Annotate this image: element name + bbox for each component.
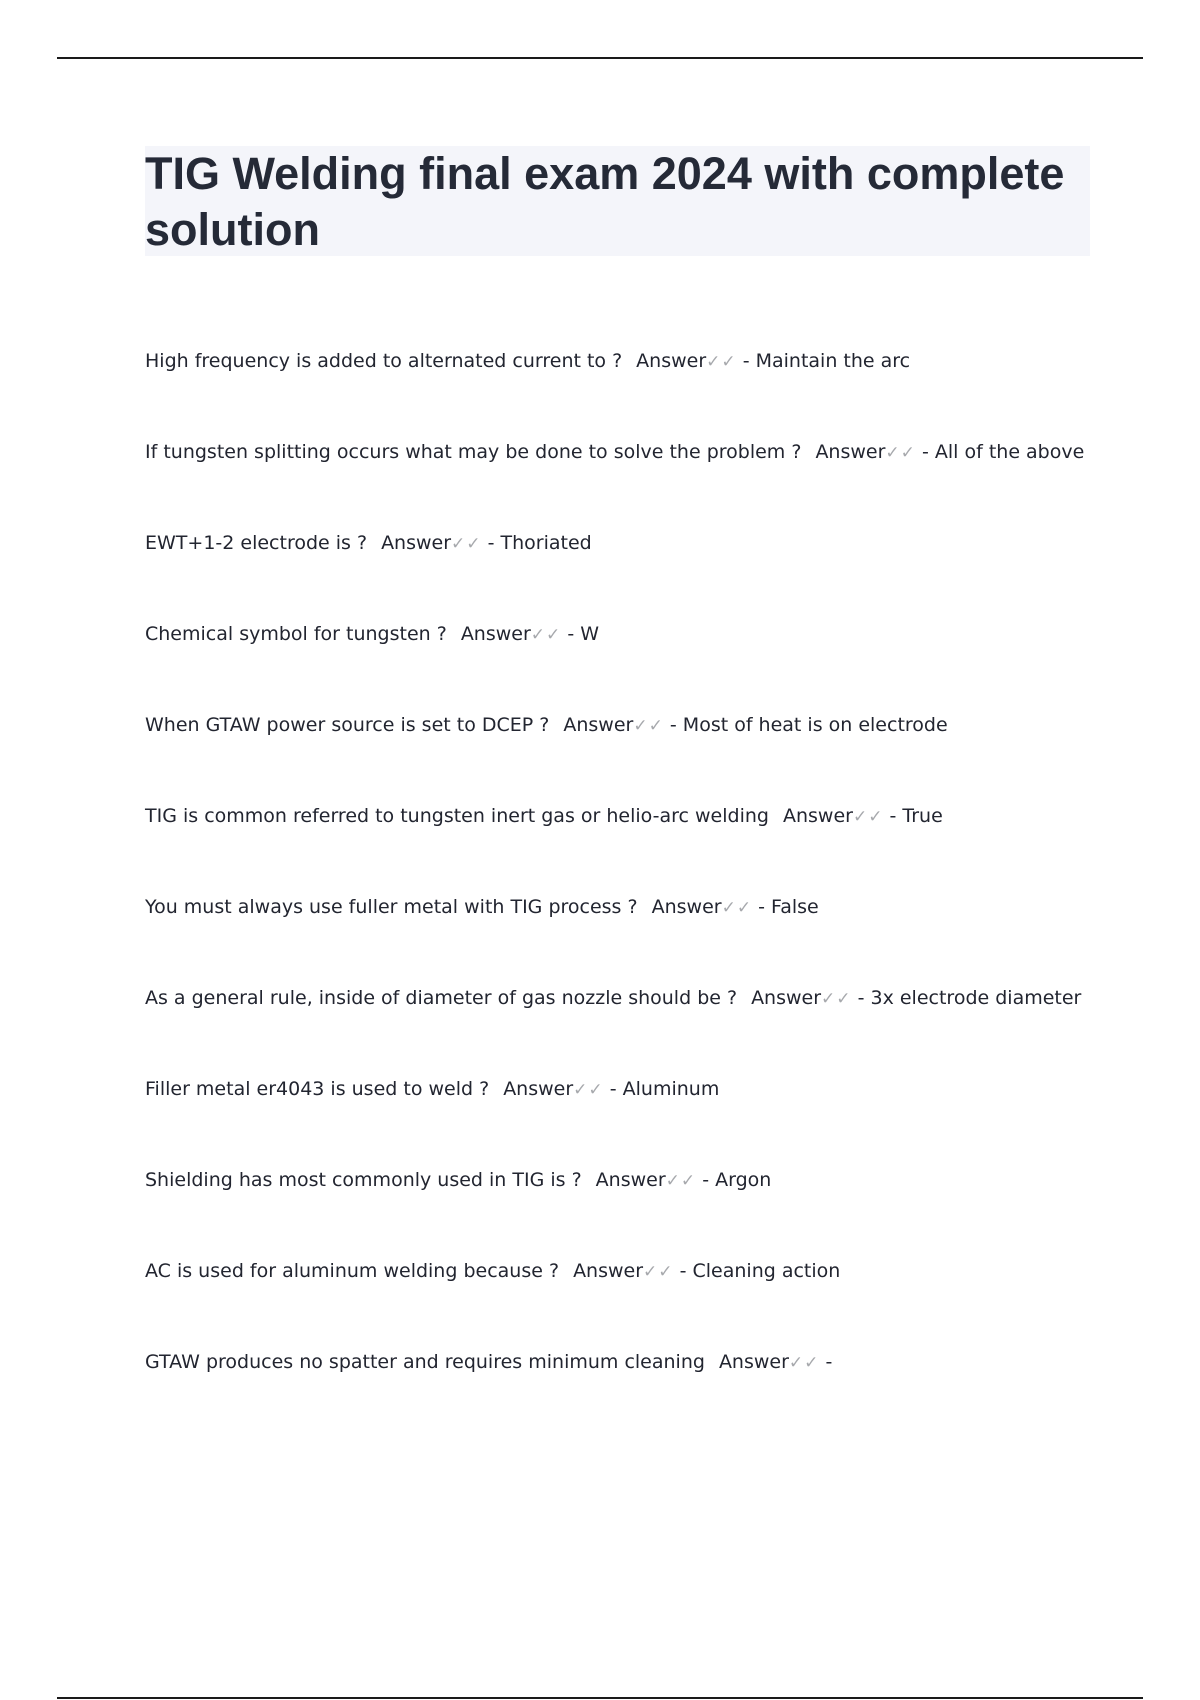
answer-label: Answer bbox=[563, 714, 634, 736]
qa-item bbox=[145, 345, 1105, 436]
question-text: If tungsten splitting occurs what may be done to solve the problem ? bbox=[145, 441, 802, 463]
qa-item bbox=[145, 1073, 1105, 1164]
page-title: TIG Welding final exam 2024 with complete solution bbox=[145, 148, 1065, 255]
answer-separator: - bbox=[679, 1260, 687, 1282]
answer-label: Answer bbox=[636, 350, 707, 372]
check-mark-icon: ✓✓ bbox=[633, 716, 664, 736]
qa-item bbox=[145, 891, 1105, 982]
question-text: As a general rule, inside of diameter of gas nozzle should be ? bbox=[145, 987, 738, 1009]
answer-label: Answer bbox=[573, 1260, 644, 1282]
check-mark-icon: ✓✓ bbox=[573, 1080, 604, 1100]
answer-separator: - bbox=[857, 987, 865, 1009]
question-text: Chemical symbol for tungsten ? bbox=[145, 623, 447, 645]
answer-text: Most of heat is on electrode bbox=[682, 714, 948, 736]
question-text: Shielding has most commonly used in TIG is ? bbox=[145, 1169, 582, 1191]
check-mark-icon: ✓✓ bbox=[852, 807, 884, 827]
check-mark-icon: ✓✓ bbox=[885, 443, 916, 463]
answer-separator: - bbox=[742, 350, 750, 372]
top-divider bbox=[57, 57, 1143, 59]
check-mark-icon: ✓✓ bbox=[665, 1171, 697, 1191]
check-mark-icon: ✓✓ bbox=[821, 989, 852, 1009]
answer-separator: - bbox=[921, 441, 929, 463]
answer-separator: - bbox=[487, 532, 495, 554]
answer-separator: - bbox=[669, 714, 677, 736]
answer-text: Cleaning action bbox=[692, 1260, 841, 1282]
answer-label: Answer bbox=[651, 896, 722, 918]
answer-separator: - bbox=[609, 1078, 617, 1100]
question-text: You must always use fuller metal with TIG process ? bbox=[145, 896, 638, 918]
check-mark-icon: ✓✓ bbox=[451, 534, 482, 554]
answer-label: Answer bbox=[595, 1169, 666, 1191]
qa-item bbox=[145, 982, 1105, 1073]
answer-label: Answer bbox=[503, 1078, 574, 1100]
answer-text: Argon bbox=[715, 1169, 772, 1191]
answer-separator: - bbox=[758, 896, 765, 918]
qa-item bbox=[145, 1164, 1105, 1255]
answer-label: Answer bbox=[815, 441, 886, 463]
title-block bbox=[145, 146, 1090, 256]
check-mark-icon: ✓✓ bbox=[706, 352, 737, 372]
check-mark-icon: ✓✓ bbox=[788, 1353, 820, 1373]
qa-item bbox=[145, 436, 1105, 527]
answer-text: Maintain the arc bbox=[755, 350, 911, 372]
answer-text: False bbox=[771, 896, 819, 918]
bottom-divider bbox=[57, 1697, 1143, 1699]
answer-text: W bbox=[580, 623, 600, 645]
answer-label: Answer bbox=[751, 987, 822, 1009]
answer-text: 3x electrode diameter bbox=[870, 987, 1082, 1009]
answer-separator: - bbox=[567, 623, 575, 645]
qa-item bbox=[145, 800, 1105, 891]
question-text: When GTAW power source is set to DCEP ? bbox=[145, 714, 550, 736]
qa-item bbox=[145, 709, 1105, 800]
qa-item bbox=[145, 1255, 1105, 1346]
check-mark-icon: ✓✓ bbox=[643, 1262, 674, 1282]
answer-label: Answer bbox=[381, 532, 452, 554]
answer-label: Answer bbox=[460, 623, 531, 645]
answer-text: True bbox=[902, 805, 943, 827]
check-mark-icon: ✓✓ bbox=[721, 898, 753, 918]
answer-label: Answer bbox=[718, 1351, 789, 1373]
question-text: GTAW produces no spatter and requires minimum cleaning bbox=[145, 1351, 705, 1373]
answer-separator: - bbox=[825, 1351, 833, 1373]
question-text: High frequency is added to alternated current to ? bbox=[145, 350, 623, 372]
answer-separator: - bbox=[889, 805, 897, 827]
qa-item bbox=[145, 527, 1105, 618]
answer-text: All of the above bbox=[934, 441, 1085, 463]
qa-item bbox=[145, 618, 1105, 709]
answer-text: Aluminum bbox=[622, 1078, 720, 1100]
question-text: EWT+1-2 electrode is ? bbox=[145, 532, 368, 554]
question-text: AC is used for aluminum welding because ? bbox=[145, 1260, 560, 1282]
question-text: Filler metal er4043 is used to weld ? bbox=[145, 1078, 490, 1100]
answer-label: Answer bbox=[782, 805, 853, 827]
question-list bbox=[145, 345, 1105, 1437]
qa-item bbox=[145, 1346, 1105, 1437]
answer-separator: - bbox=[702, 1169, 710, 1191]
question-text: TIG is common referred to tungsten inert gas or helio-arc welding bbox=[145, 805, 769, 827]
answer-text: Thoriated bbox=[500, 532, 592, 554]
check-mark-icon: ✓✓ bbox=[530, 625, 562, 645]
